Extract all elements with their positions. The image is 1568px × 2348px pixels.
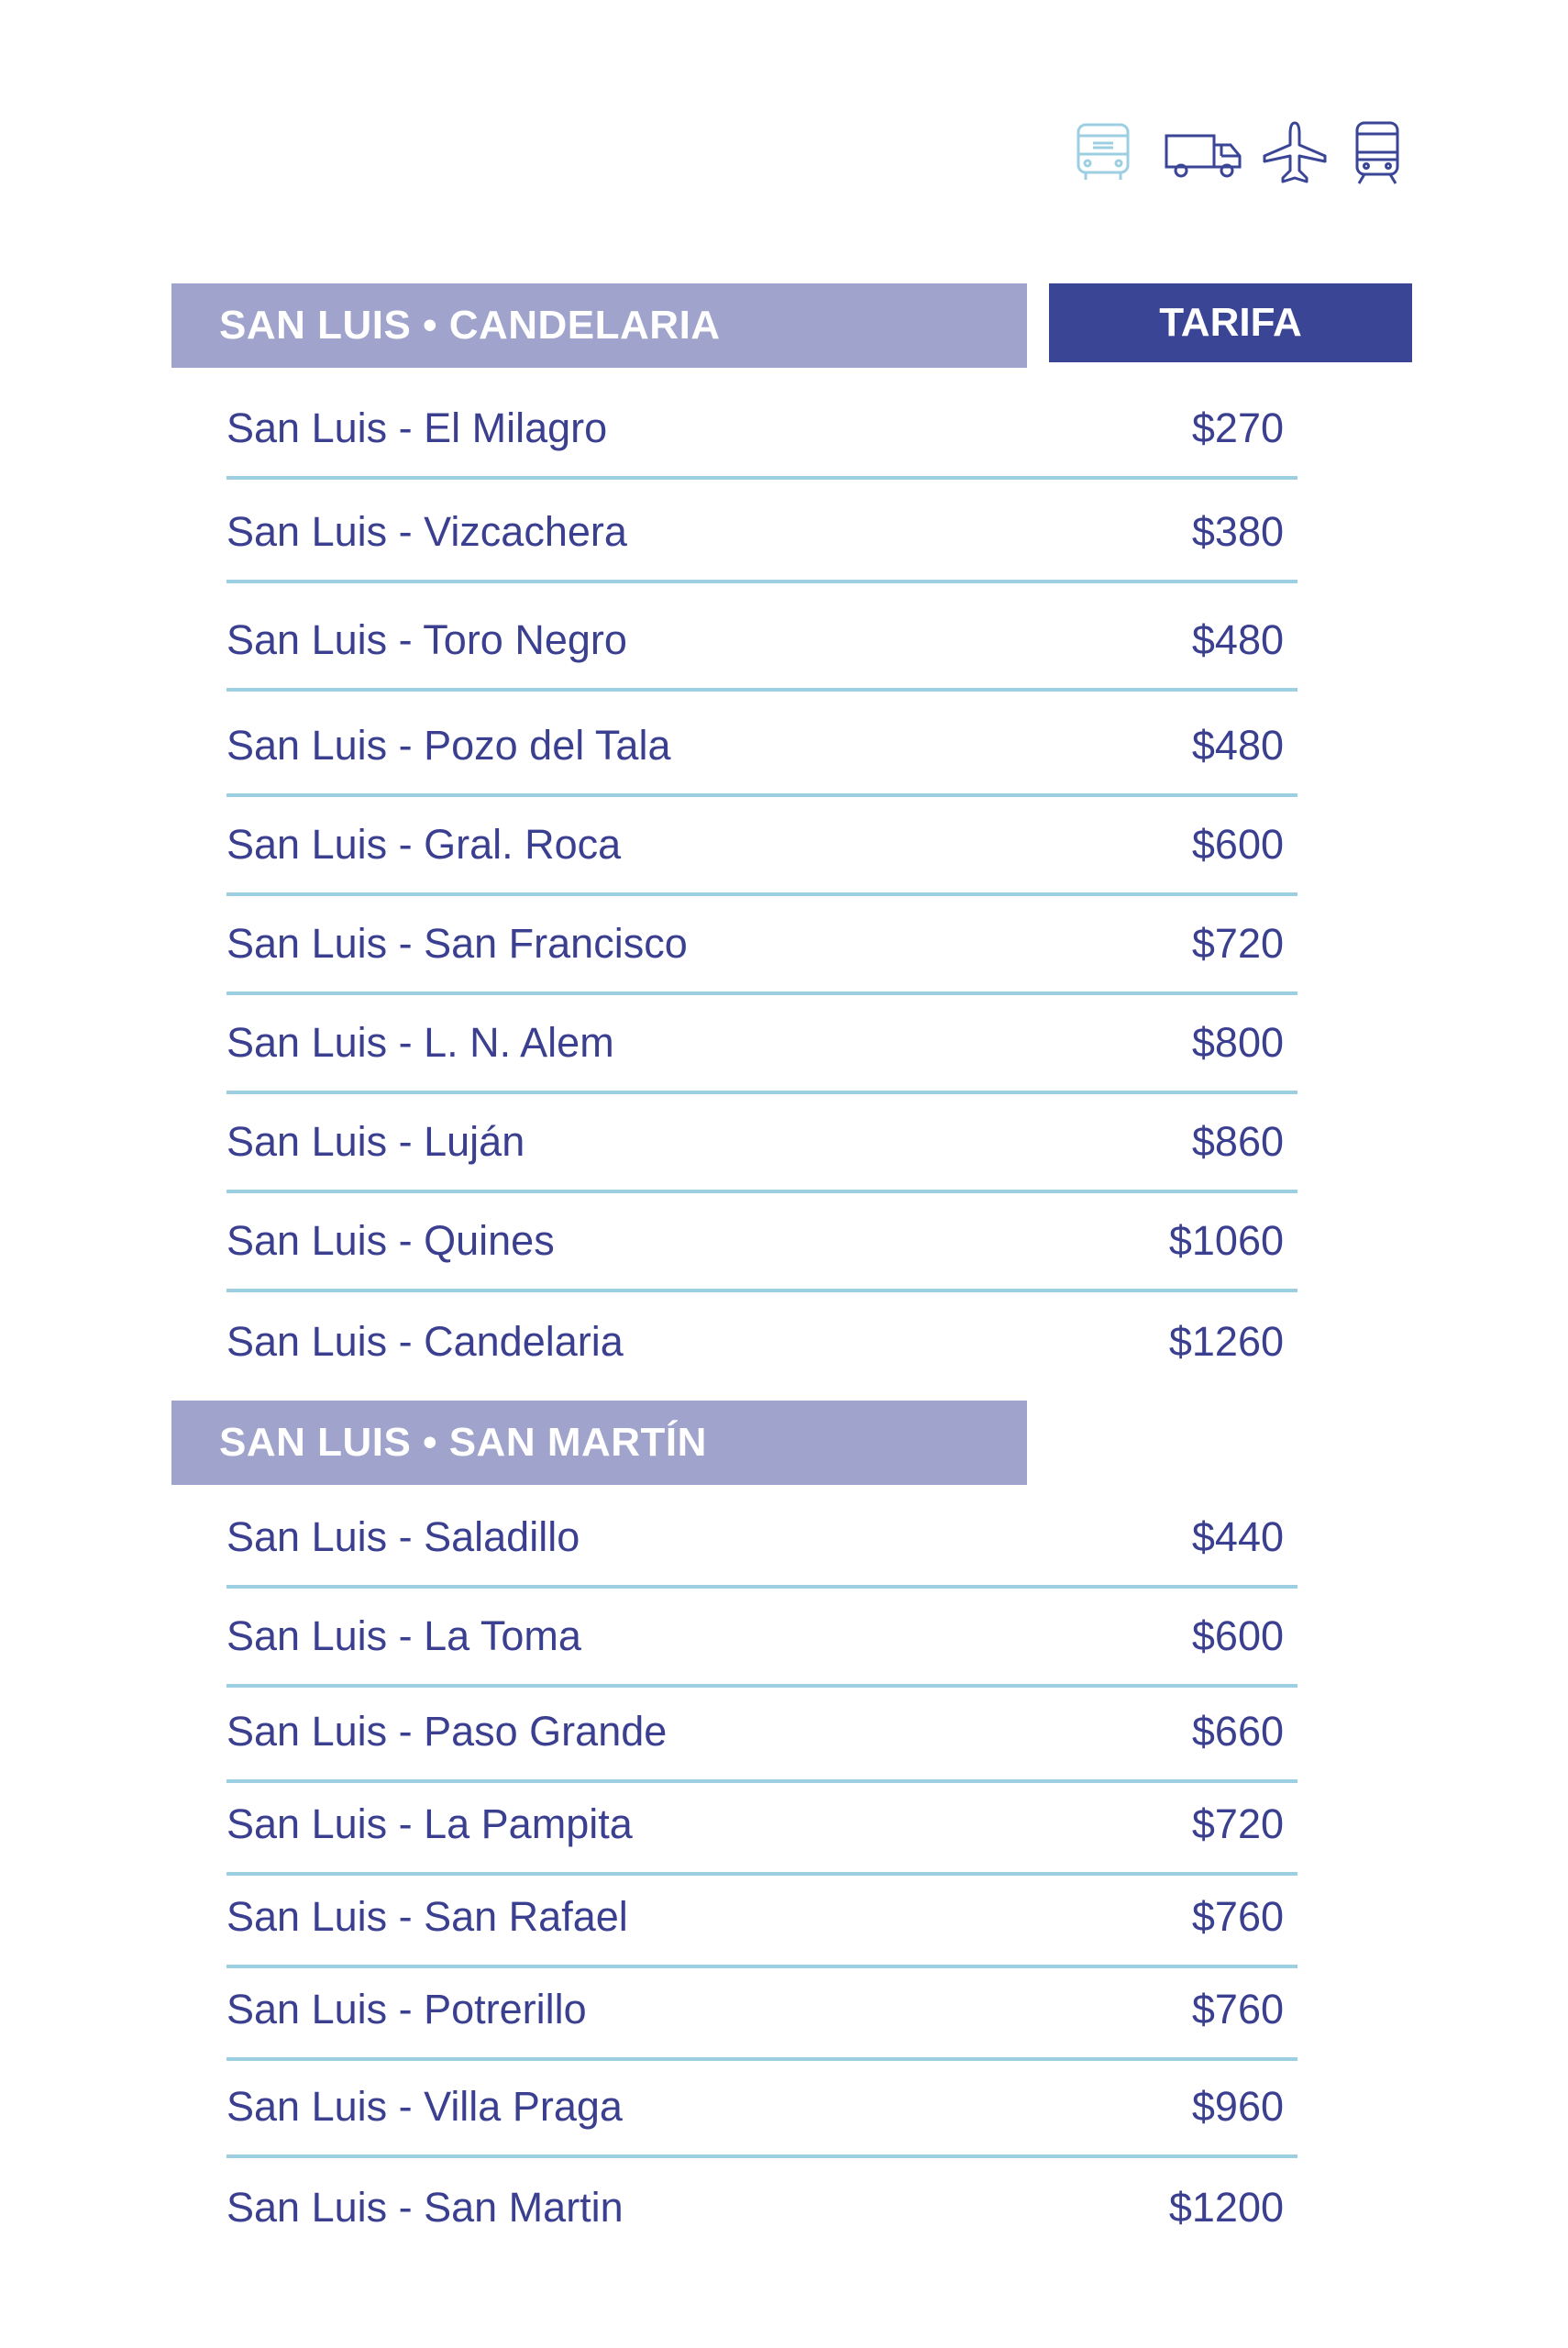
table-row xyxy=(226,2061,1297,2158)
table-row xyxy=(226,1688,1297,1783)
table-row xyxy=(226,1094,1297,1193)
truck-icon xyxy=(1163,119,1245,183)
section-title: SAN LUIS • CANDELARIA xyxy=(219,303,721,348)
route-name: San Luis - Quines xyxy=(226,1217,555,1264)
table-row xyxy=(226,1589,1297,1688)
table-row xyxy=(226,995,1297,1094)
bus-icon xyxy=(1071,119,1135,183)
route-price: $760 xyxy=(1191,1893,1284,1940)
route-price: $600 xyxy=(1191,1612,1284,1659)
route-price: $720 xyxy=(1191,920,1284,967)
table-row xyxy=(226,2158,1297,2259)
route-name: San Luis - Potrerillo xyxy=(226,1986,587,2032)
route-name: San Luis - Gral. Roca xyxy=(226,821,622,868)
route-name: San Luis - L. N. Alem xyxy=(226,1019,614,1066)
route-price: $800 xyxy=(1191,1019,1284,1066)
route-name: San Luis - Paso Grande xyxy=(226,1708,668,1755)
train-icon xyxy=(1350,119,1405,188)
route-name: San Luis - Luján xyxy=(226,1118,525,1165)
route-name: San Luis - Saladillo xyxy=(226,1513,580,1560)
section-header-san-martin xyxy=(171,1401,1027,1485)
table-row xyxy=(226,692,1297,797)
route-name: San Luis - San Martin xyxy=(226,2184,624,2231)
route-price: $1060 xyxy=(1168,1217,1284,1264)
route-price: $760 xyxy=(1191,1986,1284,2032)
route-price: $480 xyxy=(1191,722,1284,769)
table-row xyxy=(226,480,1297,583)
route-name: San Luis - Candelaria xyxy=(226,1318,624,1365)
route-name: San Luis - Toro Negro xyxy=(226,616,627,663)
section-title: SAN LUIS • SAN MARTÍN xyxy=(219,1420,707,1465)
transport-icons xyxy=(1055,119,1421,202)
table-row xyxy=(226,797,1297,896)
route-name: San Luis - La Toma xyxy=(226,1612,581,1659)
route-name: San Luis - Pozo del Tala xyxy=(226,722,671,769)
route-name: San Luis - San Rafael xyxy=(226,1893,628,1940)
route-price: $860 xyxy=(1191,1118,1284,1165)
route-price: $960 xyxy=(1191,2083,1284,2130)
route-price: $270 xyxy=(1191,404,1284,451)
route-price: $600 xyxy=(1191,821,1284,868)
route-name: San Luis - Vizcachera xyxy=(226,508,627,555)
table-row xyxy=(226,1193,1297,1292)
route-name: San Luis - Villa Praga xyxy=(226,2083,623,2130)
route-name: San Luis - El Milagro xyxy=(226,404,608,451)
route-name: San Luis - La Pampita xyxy=(226,1800,633,1847)
route-price: $480 xyxy=(1191,616,1284,663)
route-price: $1200 xyxy=(1168,2184,1284,2231)
table-row xyxy=(226,376,1297,480)
table-row xyxy=(226,583,1297,692)
table-row xyxy=(226,1876,1297,1968)
tarifa-label: TARIFA xyxy=(1159,300,1302,345)
table-row xyxy=(226,1783,1297,1876)
route-price: $1260 xyxy=(1168,1318,1284,1365)
route-price: $440 xyxy=(1191,1513,1284,1560)
section-header-candelaria xyxy=(171,283,1027,368)
route-name: San Luis - San Francisco xyxy=(226,920,688,967)
airplane-icon xyxy=(1261,119,1330,188)
table-row xyxy=(226,896,1297,995)
tarifa-header xyxy=(1049,283,1412,362)
route-price: $660 xyxy=(1191,1708,1284,1755)
table-row xyxy=(226,1968,1297,2061)
route-price: $380 xyxy=(1191,508,1284,555)
route-price: $720 xyxy=(1191,1800,1284,1847)
table-row xyxy=(226,1488,1297,1589)
table-row xyxy=(226,1292,1297,1393)
